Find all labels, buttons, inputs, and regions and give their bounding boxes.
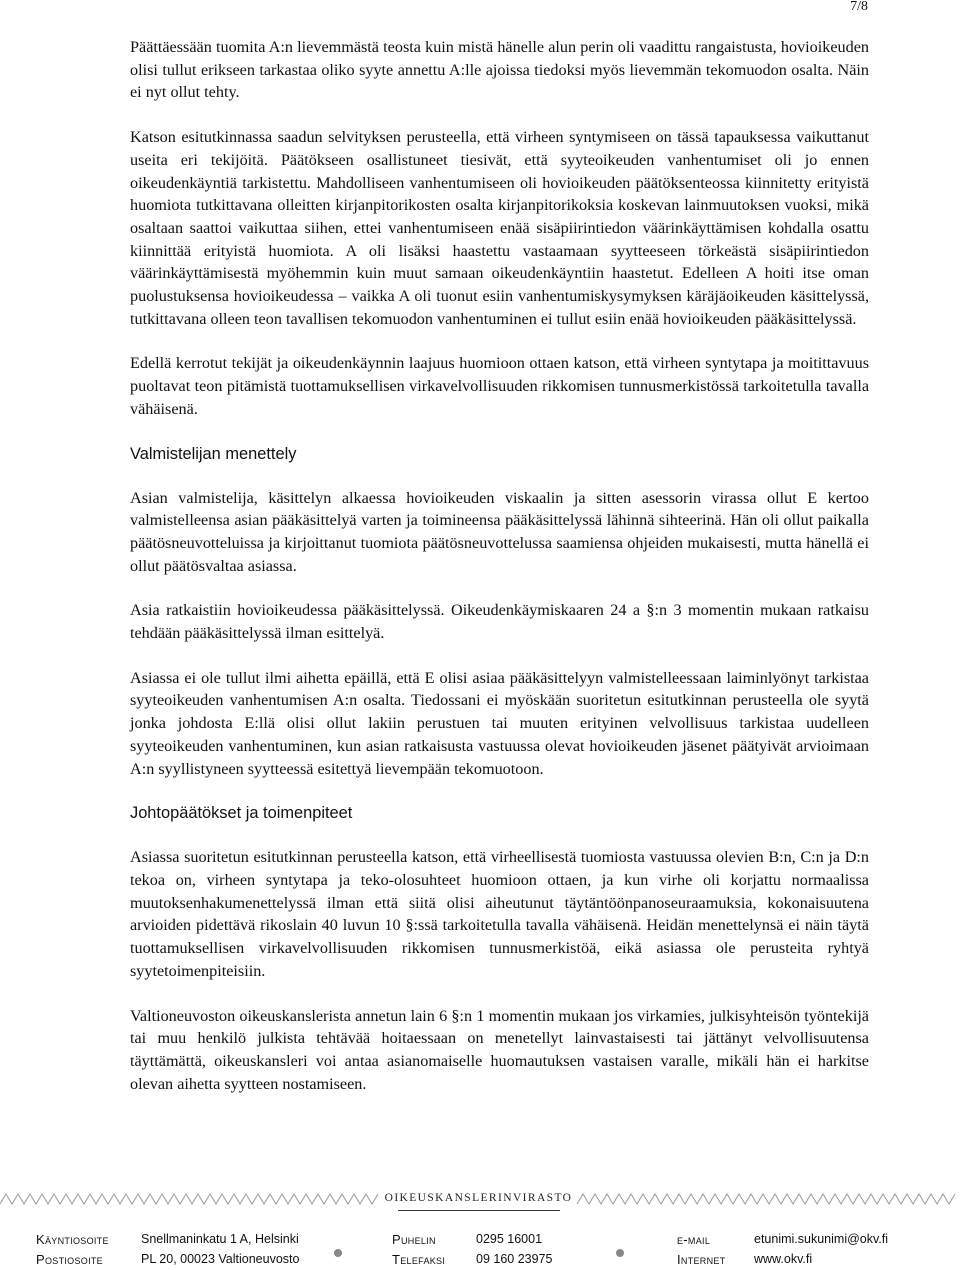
internet-label: Internet (677, 1252, 726, 1267)
section-heading-valmistelija: Valmistelijan menettely (130, 444, 297, 463)
paragraph-7: Asiassa suoritetun esitutkinnan perusteella katson, että virheellisestä tuomiosta vastuussa olevien B:n, C:n ja D:n tekoa on, virheen syntytapa ja teko-olosuhteet huomioon ottaen, ja kun virhe oli korjattu normaalissa muutoksenhakumenettelyssä ilman että siitä olisi aiheutunut täytäntöönpanoseuraamuksia, kokonaisuutena arvioiden pidettävä rikoslain 40 luvun 10 §:ssä tarkoitetulla tavalla vähäisenä. Heidän menettelynsä ei näin täytä tuottamuksellisen virkavelvollisuuden rikkomisen tunnusmerkistöä, eikä asiassa ole perusteita ryhtyä syytetoimenpiteisiin. (130, 848, 869, 980)
paragraph-5: Asia ratkaistiin hovioikeudessa pääkäsittelyssä. Oikeudenkäymiskaaren 24 a §:n 3 momentin mukaan ratkaisu tehdään pääkäsittelyssä ilman esittelyä. (130, 601, 869, 643)
phone-value: 0295 16001 (476, 1232, 543, 1246)
logo-underline (398, 1210, 560, 1211)
paragraph-3: Edellä kerrotut tekijät ja oikeudenkäynnin laajuus huomioon ottaen katson, että virheen syntytapa ja moitittavuus puoltavat teon pitämistä tuottamuksellisen virkavelvollisuuden rikkomisen tunnusmerkistössä tarkoitetulla tavalla vähäisenä. (130, 354, 869, 418)
footer-separator-dot (334, 1249, 342, 1257)
phone-label: Puhelin (392, 1232, 436, 1247)
fax-label: Telefaksi (392, 1252, 446, 1267)
paragraph-2: Katson esitutkinnassa saadun selvityksen perusteella, että virheen syntymiseen on tässä tapauksessa vaikuttanut useita eri tekijöitä. Päätökseen osallistuneet tiesivät, että syyteoikeuden vanhentumiset oli jo ennen oikeudenkäyntiä tarkistettu. Mahdolliseen vanhentumiseen oli hovioikeuden päätöksenteossa kiinnitetty erityistä huomiota tutkittavana olleitten kirjanpitorikosten osalta kirjanpitorikoksia koskevan lainmuutoksen vuoksi, mikä osaltaan saattoi vaikuttaa siihen, ettei vanhentumiseen enää sisäpiirintiedon väärinkäyttämisen kohdalla osattu kiinnittää erityistä huomiota. A oli lisäksi haastettu vastaamaan syytteeseen törkeästä sisäpiirintiedon väärinkäyttämisestä myöhemmin kuin muut samaan oikeudenkäyntiin haastetut. Edelleen A hoiti itse oman puolustuksensa hovioikeudessa – vaikka A oli tuonut esiin vanhentumiskysymyksen käräjäoikeuden käsittelyssä, tutkittavana olleen teon tavallisen tekomuodon vanhentuminen ei tullut esiin enää hovioikeuden pääkäsittelyssä. (130, 128, 869, 328)
email-label: e-mail (677, 1232, 711, 1247)
footer-row-1 (0, 1232, 960, 1250)
postal-address-label: Postiosoite (36, 1252, 103, 1267)
section-heading-johtopaatokset: Johtopäätökset ja toimenpiteet (130, 804, 353, 823)
paragraph-8: Valtioneuvoston oikeuskanslerista annetun lain 6 §:n 1 momentin mukaan jos virkamies, julkisyhteisön työntekijä tai muu henkilö julkista tehtävää hoitaessaan on menetellyt lainvastaisesti tai jättänyt velvollisuutensa täyttämättä, oikeuskansleri voi antaa asianomaiselle huomautuksen vastaisen varalle, mikäli hän ei harkitse olevan aihetta syytteen nostamiseen. (130, 1006, 869, 1093)
document-body (130, 36, 869, 1117)
visit-address-label: Käyntiosoite (36, 1232, 109, 1247)
footer-separator-dot (616, 1249, 624, 1257)
visit-address-value: Snellmaninkatu 1 A, Helsinki (141, 1232, 299, 1246)
postal-address-value: PL 20, 00023 Valtioneuvosto (141, 1252, 300, 1266)
paragraph-1: Päättäessään tuomita A:n lievemmästä teosta kuin mistä hänelle alun perin oli vaadittu rangaistusta, hovioikeuden olisi tullut erikseen tarkastaa oliko syyte annettu A:lle ajoissa tiedoksi myös lievemmän tekomuodon osalta. Näin ei nyt ollut tehty. (130, 38, 869, 102)
internet-value: www.okv.fi (754, 1252, 813, 1266)
email-value: etunimi.sukunimi@okv.fi (754, 1232, 889, 1246)
paragraph-6: Asiassa ei ole tullut ilmi aihetta epäillä, että E olisi asiaa pääkäsittelyyn valmistelleessaan laiminlyönyt tarkistaa syyteoikeuden vanhentumisen A:n osalta. Tiedossani ei myöskään suoritetun esitutkinnan perusteella ole syytä jonka johdosta E:llä olisi ollut lakiin perustuen tai muuten erityinen velvollisuus tarkistaa uudelleen syyteoikeuden vanhentuminen, kun asian ratkaisusta vastuussa olevat hovioikeuden jäsenet päätyivät arvioimaan A:n syyllistyneen syytteessä esitettyä lievempään tekomuotoon. (130, 668, 869, 778)
paragraph-4: Asian valmistelija, käsittelyn alkaessa hovioikeuden viskaalin ja sitten asessorin virassa ollut E kertoo valmistelleensa asian pääkäsittelyä varten ja toimineensa pääkäsittelyssä lähinnä sihteerinä. Hän oli ollut paikalla päätösneuvotteluissa ja kirjoittanut tuomiota päätösneuvottelussa saamiensa ohjeiden mukaisesti, mutta hänellä ei ollut päätösvaltaa asiassa. (130, 488, 869, 575)
footer-row-2 (0, 1252, 960, 1270)
page-number: 7/8 (850, 0, 868, 14)
agency-logo: OIKEUSKANSLERINVIRASTO (384, 1192, 573, 1204)
fax-value: 09 160 23975 (476, 1252, 553, 1266)
